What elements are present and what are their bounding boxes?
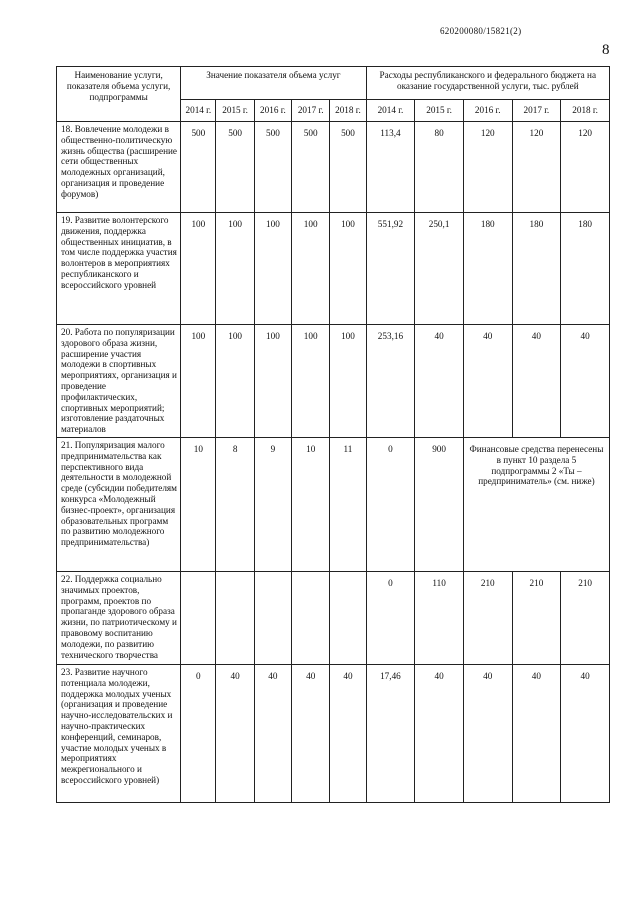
expense-value: 120 <box>463 122 512 213</box>
volume-year-header: 2017 г. <box>292 100 330 122</box>
volume-value: 40 <box>216 664 254 802</box>
volume-value <box>292 571 330 664</box>
volume-value: 40 <box>292 664 330 802</box>
expense-value: 40 <box>415 664 464 802</box>
volume-value: 9 <box>254 437 291 571</box>
expense-value: 40 <box>512 325 561 438</box>
volume-value: 100 <box>181 325 216 438</box>
volume-value: 11 <box>330 437 366 571</box>
services-table <box>56 66 610 803</box>
volume-value: 40 <box>330 664 366 802</box>
volume-year-header: 2014 г. <box>181 100 216 122</box>
table-row <box>57 213 610 325</box>
volume-value: 500 <box>216 122 254 213</box>
volume-value: 100 <box>216 325 254 438</box>
expense-value: 120 <box>561 122 610 213</box>
volume-value: 500 <box>292 122 330 213</box>
expense-value: 180 <box>463 213 512 325</box>
volume-value: 10 <box>292 437 330 571</box>
expense-year-header: 2016 г. <box>463 100 512 122</box>
expense-value: 250,1 <box>415 213 464 325</box>
service-name: 22. Поддержка социально значимых проектов, программ, проектов по пропаганде здорового образа жизни, по патриотическому и правовому воспитанию молодежи, по развитию технического творчества <box>57 571 181 664</box>
volume-value: 500 <box>330 122 366 213</box>
expense-value: 40 <box>561 664 610 802</box>
volume-value: 100 <box>292 213 330 325</box>
table-row <box>57 325 610 438</box>
page-number: 8 <box>602 42 610 58</box>
header-volume-group: Значение показателя объема услуг <box>181 67 366 100</box>
expense-year-header: 2017 г. <box>512 100 561 122</box>
volume-value: 10 <box>181 437 216 571</box>
expense-value: 180 <box>561 213 610 325</box>
service-name: 20. Работа по популяризации здорового образа жизни, расширение участия молодежи в спортивных мероприятиях, организация и проведение профилактических, спортивных мероприятий; изготовление раздаточных материалов <box>57 325 181 438</box>
expense-value: 17,46 <box>366 664 415 802</box>
expense-value: 180 <box>512 213 561 325</box>
expense-value: 900 <box>415 437 464 571</box>
expense-value: 210 <box>463 571 512 664</box>
volume-value: 500 <box>254 122 291 213</box>
service-name: 18. Вовлечение молодежи в общественно-политическую жизнь общества (расширение сети общественных молодежных организаций, организация и проведение форумов) <box>57 122 181 213</box>
funding-transfer-note: Финансовые средства перенесены в пункт 10 раздела 5 подпрограммы 2 «Ты – предприниматель» (см. ниже) <box>463 437 609 571</box>
volume-year-header: 2015 г. <box>216 100 254 122</box>
volume-value: 100 <box>254 213 291 325</box>
expense-value: 210 <box>512 571 561 664</box>
table-row <box>57 664 610 802</box>
expense-value: 0 <box>366 571 415 664</box>
expense-value: 551,92 <box>366 213 415 325</box>
expense-value: 110 <box>415 571 464 664</box>
expense-value: 40 <box>561 325 610 438</box>
service-name: 21. Популяризация малого предпринимательства как перспективного вида деятельности в молодежной среде (субсидии победителям конкурса «Молодежный бизнес-проект», организация образовательных программ по развитию молодежного предпринимательства) <box>57 437 181 571</box>
expense-value: 0 <box>366 437 415 571</box>
volume-value <box>181 571 216 664</box>
header-name: Наименование услуги, показателя объема услуги, подпрограммы <box>57 67 181 122</box>
volume-year-header: 2018 г. <box>330 100 366 122</box>
expense-value: 113,4 <box>366 122 415 213</box>
expense-value: 80 <box>415 122 464 213</box>
expense-value: 40 <box>463 664 512 802</box>
volume-value: 8 <box>216 437 254 571</box>
volume-value: 100 <box>216 213 254 325</box>
expense-value: 210 <box>561 571 610 664</box>
expense-value: 40 <box>415 325 464 438</box>
volume-value: 100 <box>181 213 216 325</box>
volume-value <box>330 571 366 664</box>
volume-value: 100 <box>292 325 330 438</box>
volume-value <box>254 571 291 664</box>
document-id: 620200080/15821(2) <box>440 26 522 36</box>
expense-value: 40 <box>512 664 561 802</box>
volume-value: 0 <box>181 664 216 802</box>
expense-value: 253,16 <box>366 325 415 438</box>
volume-value: 100 <box>254 325 291 438</box>
table-row <box>57 437 610 571</box>
volume-value <box>216 571 254 664</box>
volume-value: 100 <box>330 325 366 438</box>
expense-value: 120 <box>512 122 561 213</box>
expense-value: 40 <box>463 325 512 438</box>
service-name: 23. Развитие научного потенциала молодежи, поддержка молодых ученых (организация и проведение научно-исследовательских и научно-практических конференций, семинаров, участие молодых ученых в мероприятиях межрегионального и всероссийского уровней) <box>57 664 181 802</box>
volume-value: 500 <box>181 122 216 213</box>
volume-year-header: 2016 г. <box>254 100 291 122</box>
service-name: 19. Развитие волонтерского движения, поддержка общественных инициатив, в том числе поддержка участия волонтеров в мероприятиях республиканского и всероссийского уровней <box>57 213 181 325</box>
table-row <box>57 571 610 664</box>
table-row <box>57 122 610 213</box>
expense-year-header: 2014 г. <box>366 100 415 122</box>
expense-year-header: 2015 г. <box>415 100 464 122</box>
header-expense-group: Расходы республиканского и федерального бюджета на оказание государственной услуги, тыс. рублей <box>366 67 609 100</box>
expense-year-header: 2018 г. <box>561 100 610 122</box>
volume-value: 100 <box>330 213 366 325</box>
volume-value: 40 <box>254 664 291 802</box>
